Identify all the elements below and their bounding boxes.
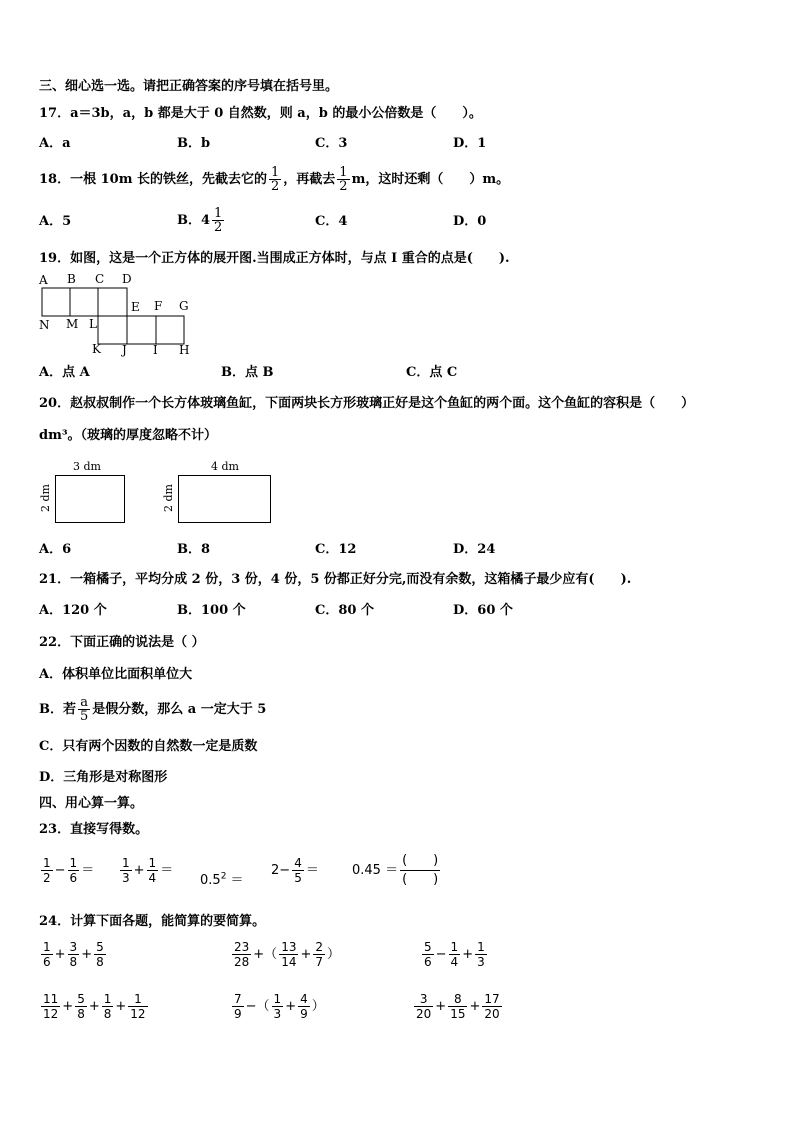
- q18-option-c: C．4: [315, 214, 348, 229]
- operator: +: [62, 999, 74, 1014]
- glass-rect-2: [178, 475, 271, 523]
- cube-net-figure: [36, 270, 196, 358]
- point-label-f: F: [154, 299, 163, 313]
- denominator: 7: [315, 955, 324, 969]
- operator: −: [279, 863, 291, 878]
- numerator: 2: [315, 940, 324, 954]
- question-21: 21．一箱橘子，平均分成 2 份，3 份，4 份，5 份都正好分完,而没有余数，这箱橘子最少应有( ).: [39, 572, 632, 587]
- denominator: 8: [69, 955, 78, 969]
- numerator: 1: [69, 856, 78, 870]
- fraction: [272, 992, 284, 1021]
- q22-option-b-text-1: B．若: [39, 702, 76, 717]
- point-label-e: E: [131, 300, 140, 314]
- rect1-top-label: 3 dm: [73, 460, 101, 473]
- operator: +: [81, 947, 93, 962]
- fraction: [41, 856, 53, 885]
- q18-text-3: m，这时还剩（ ）m。: [351, 172, 510, 187]
- fraction: [232, 992, 244, 1021]
- operator: −: [435, 947, 447, 962]
- rect2-top-label: 4 dm: [211, 460, 239, 473]
- denominator: 9: [300, 1007, 308, 1021]
- denominator: 3: [477, 955, 485, 969]
- q24-expr-5: [230, 992, 325, 1021]
- q24-expr-3: [420, 940, 489, 969]
- numerator: 11: [43, 992, 59, 1006]
- net-square: [98, 288, 127, 316]
- question-24: 24．计算下面各题，能简算的要简算。: [39, 914, 266, 929]
- q22-option-b-text-2: 是假分数，那么 a 一定大于 5: [92, 702, 267, 717]
- fraction: [482, 992, 501, 1021]
- point-label-h: H: [179, 343, 190, 357]
- denominator: 8: [96, 955, 104, 969]
- q21-option-a: A．120 个: [39, 603, 107, 618]
- q18-option-b-fraction: [212, 207, 224, 234]
- denominator-blank: ( ): [402, 872, 439, 887]
- q17-option-a: A．a: [39, 136, 71, 151]
- fraction: [94, 940, 106, 969]
- operator: +: [300, 947, 312, 962]
- q23-expr-5: [352, 852, 442, 889]
- numerator: 1: [214, 206, 223, 221]
- q21-option-c: C．80 个: [315, 603, 374, 618]
- net-square: [127, 316, 156, 344]
- q18-option-d: D．0: [453, 214, 487, 229]
- denominator: 3: [273, 1007, 282, 1021]
- fraction: [75, 992, 87, 1021]
- q22-option-a: A．体积单位比面积单位大: [39, 667, 193, 682]
- q23-expr-1: [39, 856, 94, 885]
- base: 0.5: [200, 873, 221, 888]
- point-label-j: J: [122, 343, 127, 357]
- operator: +（: [253, 947, 278, 962]
- q18-option-a: A．5: [39, 214, 72, 229]
- numerator: 1: [128, 992, 147, 1007]
- fraction: [41, 940, 53, 969]
- section-title: 四、用心算一算。: [39, 796, 144, 811]
- denominator: 8: [77, 1007, 85, 1021]
- q18-fraction-1: [269, 166, 281, 193]
- denominator: 4: [148, 871, 157, 885]
- numerator: 1: [43, 856, 51, 870]
- question-22: 22．下面正确的说法是（ ）: [39, 635, 205, 650]
- equals-sign: ＝: [226, 873, 244, 888]
- numerator: 1: [450, 940, 459, 954]
- denominator: 6: [424, 955, 432, 969]
- q24-expr-2: [230, 940, 340, 969]
- point-label-m: M: [66, 317, 79, 331]
- denominator: 5: [80, 709, 89, 724]
- q24-expr-4: [39, 992, 150, 1021]
- fraction: [414, 992, 433, 1021]
- q23-expr-4: [271, 856, 319, 885]
- fraction: [292, 856, 304, 885]
- question-17: 17．a＝3b，a，b 都是大于 0 自然数，则 a，b 的最小公倍数是（ ）。: [39, 106, 482, 121]
- q18-option-b-label: B．4: [177, 213, 211, 228]
- fraction: [448, 992, 467, 1021]
- numerator: 4: [300, 992, 308, 1006]
- equals-sign: ＝: [81, 863, 95, 878]
- question-19: 19．如图，这是一个正方体的展开图.当围成正方体时，与点 I 重合的点是( ).: [39, 251, 510, 266]
- fraction: [298, 992, 310, 1021]
- numerator: 17: [484, 992, 500, 1006]
- rect2-side-label: 2 dm: [162, 484, 175, 512]
- q22-option-c: C．只有两个因数的自然数一定是质数: [39, 739, 258, 754]
- net-square: [42, 288, 70, 316]
- q18-option-b: [177, 206, 226, 236]
- denominator: 6: [43, 955, 51, 969]
- operator: +: [285, 999, 297, 1014]
- denominator: 8: [103, 1007, 112, 1021]
- q18-text-1: 18．一根 10m 长的铁丝，先截去它的: [39, 172, 267, 187]
- fraction: [422, 940, 434, 969]
- operator: +: [88, 999, 100, 1014]
- question-20-line-1: 20．赵叔叔制作一个长方体玻璃鱼缸，下面两块长方形玻璃正好是这个鱼缸的两个面。这个鱼缸的容积是（ ）: [39, 396, 695, 411]
- whole-number: 2: [271, 863, 280, 878]
- rect1-side-label: 2 dm: [39, 484, 52, 512]
- point-label-l: L: [89, 317, 97, 331]
- denominator: 3: [122, 871, 130, 885]
- equals-sign: ＝: [160, 863, 174, 878]
- q20-option-d: D．24: [453, 542, 496, 557]
- point-label-i: I: [153, 343, 158, 357]
- numerator: 3: [69, 940, 78, 954]
- point-label-k: K: [92, 342, 101, 356]
- denominator: 12: [43, 1007, 59, 1021]
- q17-option-d: D．1: [453, 136, 487, 151]
- denominator: 6: [69, 871, 78, 885]
- q17-option-b: B．b: [177, 136, 211, 151]
- point-label-n: N: [39, 318, 50, 332]
- fraction: [449, 940, 461, 969]
- q19-option-a: A．点 A: [39, 365, 90, 380]
- q20-option-a: A．6: [39, 542, 72, 557]
- denominator: 20: [416, 1007, 432, 1021]
- section-title: 三、细心选一选。请把正确答案的序号填在括号里。: [39, 79, 339, 94]
- numerator: 3: [414, 992, 433, 1007]
- numerator: 7: [234, 992, 242, 1006]
- numerator: 23: [234, 940, 250, 954]
- fraction: [68, 940, 80, 969]
- numerator: a: [78, 696, 90, 710]
- operator: +: [435, 999, 447, 1014]
- denominator: 20: [484, 1007, 500, 1021]
- operator: +: [133, 863, 145, 878]
- numerator: 5: [77, 992, 85, 1006]
- q20-option-b: B．8: [177, 542, 211, 557]
- denominator: 12: [130, 1007, 146, 1021]
- fraction: [475, 940, 487, 969]
- denominator: 28: [234, 955, 250, 969]
- q19-option-c: C．点 C: [406, 365, 458, 380]
- q22-option-b-fraction: [78, 696, 90, 723]
- denominator: 2: [214, 220, 223, 235]
- numerator: 5: [96, 940, 104, 954]
- q24-expr-6: [412, 992, 504, 1021]
- numerator: 8: [448, 992, 467, 1007]
- numerator: 1: [43, 940, 51, 954]
- point-label-b: B: [67, 272, 76, 286]
- point-label-d: D: [122, 272, 132, 286]
- question-20-line-2: dm³。（玻璃的厚度忽略不计）: [39, 428, 218, 443]
- q23-expr-2: [118, 856, 173, 885]
- numerator: 1: [271, 165, 280, 180]
- net-square: [98, 316, 127, 344]
- q18-text-2: ，再截去: [283, 172, 336, 187]
- operator: +: [462, 947, 474, 962]
- fraction: [102, 992, 114, 1021]
- operator: ）: [311, 999, 325, 1014]
- net-square: [70, 288, 98, 316]
- numerator: 1: [122, 856, 130, 870]
- denominator: 15: [450, 1007, 466, 1021]
- q20-option-c: C．12: [315, 542, 357, 557]
- operator: +: [54, 947, 66, 962]
- operator: −（: [245, 999, 270, 1014]
- operator: −: [54, 863, 66, 878]
- numerator-blank: ( ): [400, 852, 440, 871]
- q18-fraction-2: [337, 166, 349, 193]
- denominator: 2: [271, 179, 280, 194]
- glass-rect-1: [55, 475, 125, 523]
- q24-expr-1: [39, 940, 108, 969]
- question-18: [39, 166, 509, 194]
- question-23: 23．直接写得数。: [39, 822, 149, 837]
- fraction: [128, 992, 147, 1021]
- operator: +: [469, 999, 481, 1014]
- q21-option-b: B．100 个: [177, 603, 246, 618]
- point-label-a: A: [39, 273, 48, 287]
- numerator: 5: [424, 940, 432, 954]
- fraction: [41, 992, 60, 1021]
- q17-option-c: C．3: [315, 136, 348, 151]
- operator: ）: [327, 947, 341, 962]
- denominator: 4: [450, 955, 459, 969]
- answer-fraction: [400, 852, 440, 889]
- fraction: [232, 940, 251, 969]
- q22-option-b: [39, 695, 266, 725]
- net-square: [156, 316, 184, 344]
- fraction: [147, 856, 159, 885]
- numerator: 13: [281, 940, 297, 954]
- numerator: 4: [294, 856, 302, 870]
- q21-option-d: D．60 个: [453, 603, 513, 618]
- denominator: 5: [294, 871, 302, 885]
- numerator: 1: [103, 992, 112, 1006]
- denominator: 2: [339, 179, 348, 194]
- numerator: 1: [477, 940, 485, 954]
- exponent: 2: [220, 871, 227, 882]
- numerator: 1: [148, 856, 157, 870]
- equals-sign: ＝: [305, 863, 319, 878]
- lhs: 0.45 ＝: [352, 863, 399, 878]
- fraction: [120, 856, 132, 885]
- numerator: 1: [273, 992, 282, 1006]
- q23-expr-3: [200, 869, 244, 888]
- denominator: 14: [281, 955, 297, 969]
- q19-option-b: B．点 B: [221, 365, 274, 380]
- operator: +: [115, 999, 127, 1014]
- denominator: 9: [234, 1007, 242, 1021]
- point-label-g: G: [179, 299, 189, 313]
- fraction: [279, 940, 298, 969]
- fraction: [68, 856, 80, 885]
- numerator: 1: [339, 165, 348, 180]
- point-label-c: C: [95, 272, 105, 286]
- denominator: 2: [43, 871, 51, 885]
- fraction: [313, 940, 325, 969]
- q22-option-d: D．三角形是对称图形: [39, 770, 168, 785]
